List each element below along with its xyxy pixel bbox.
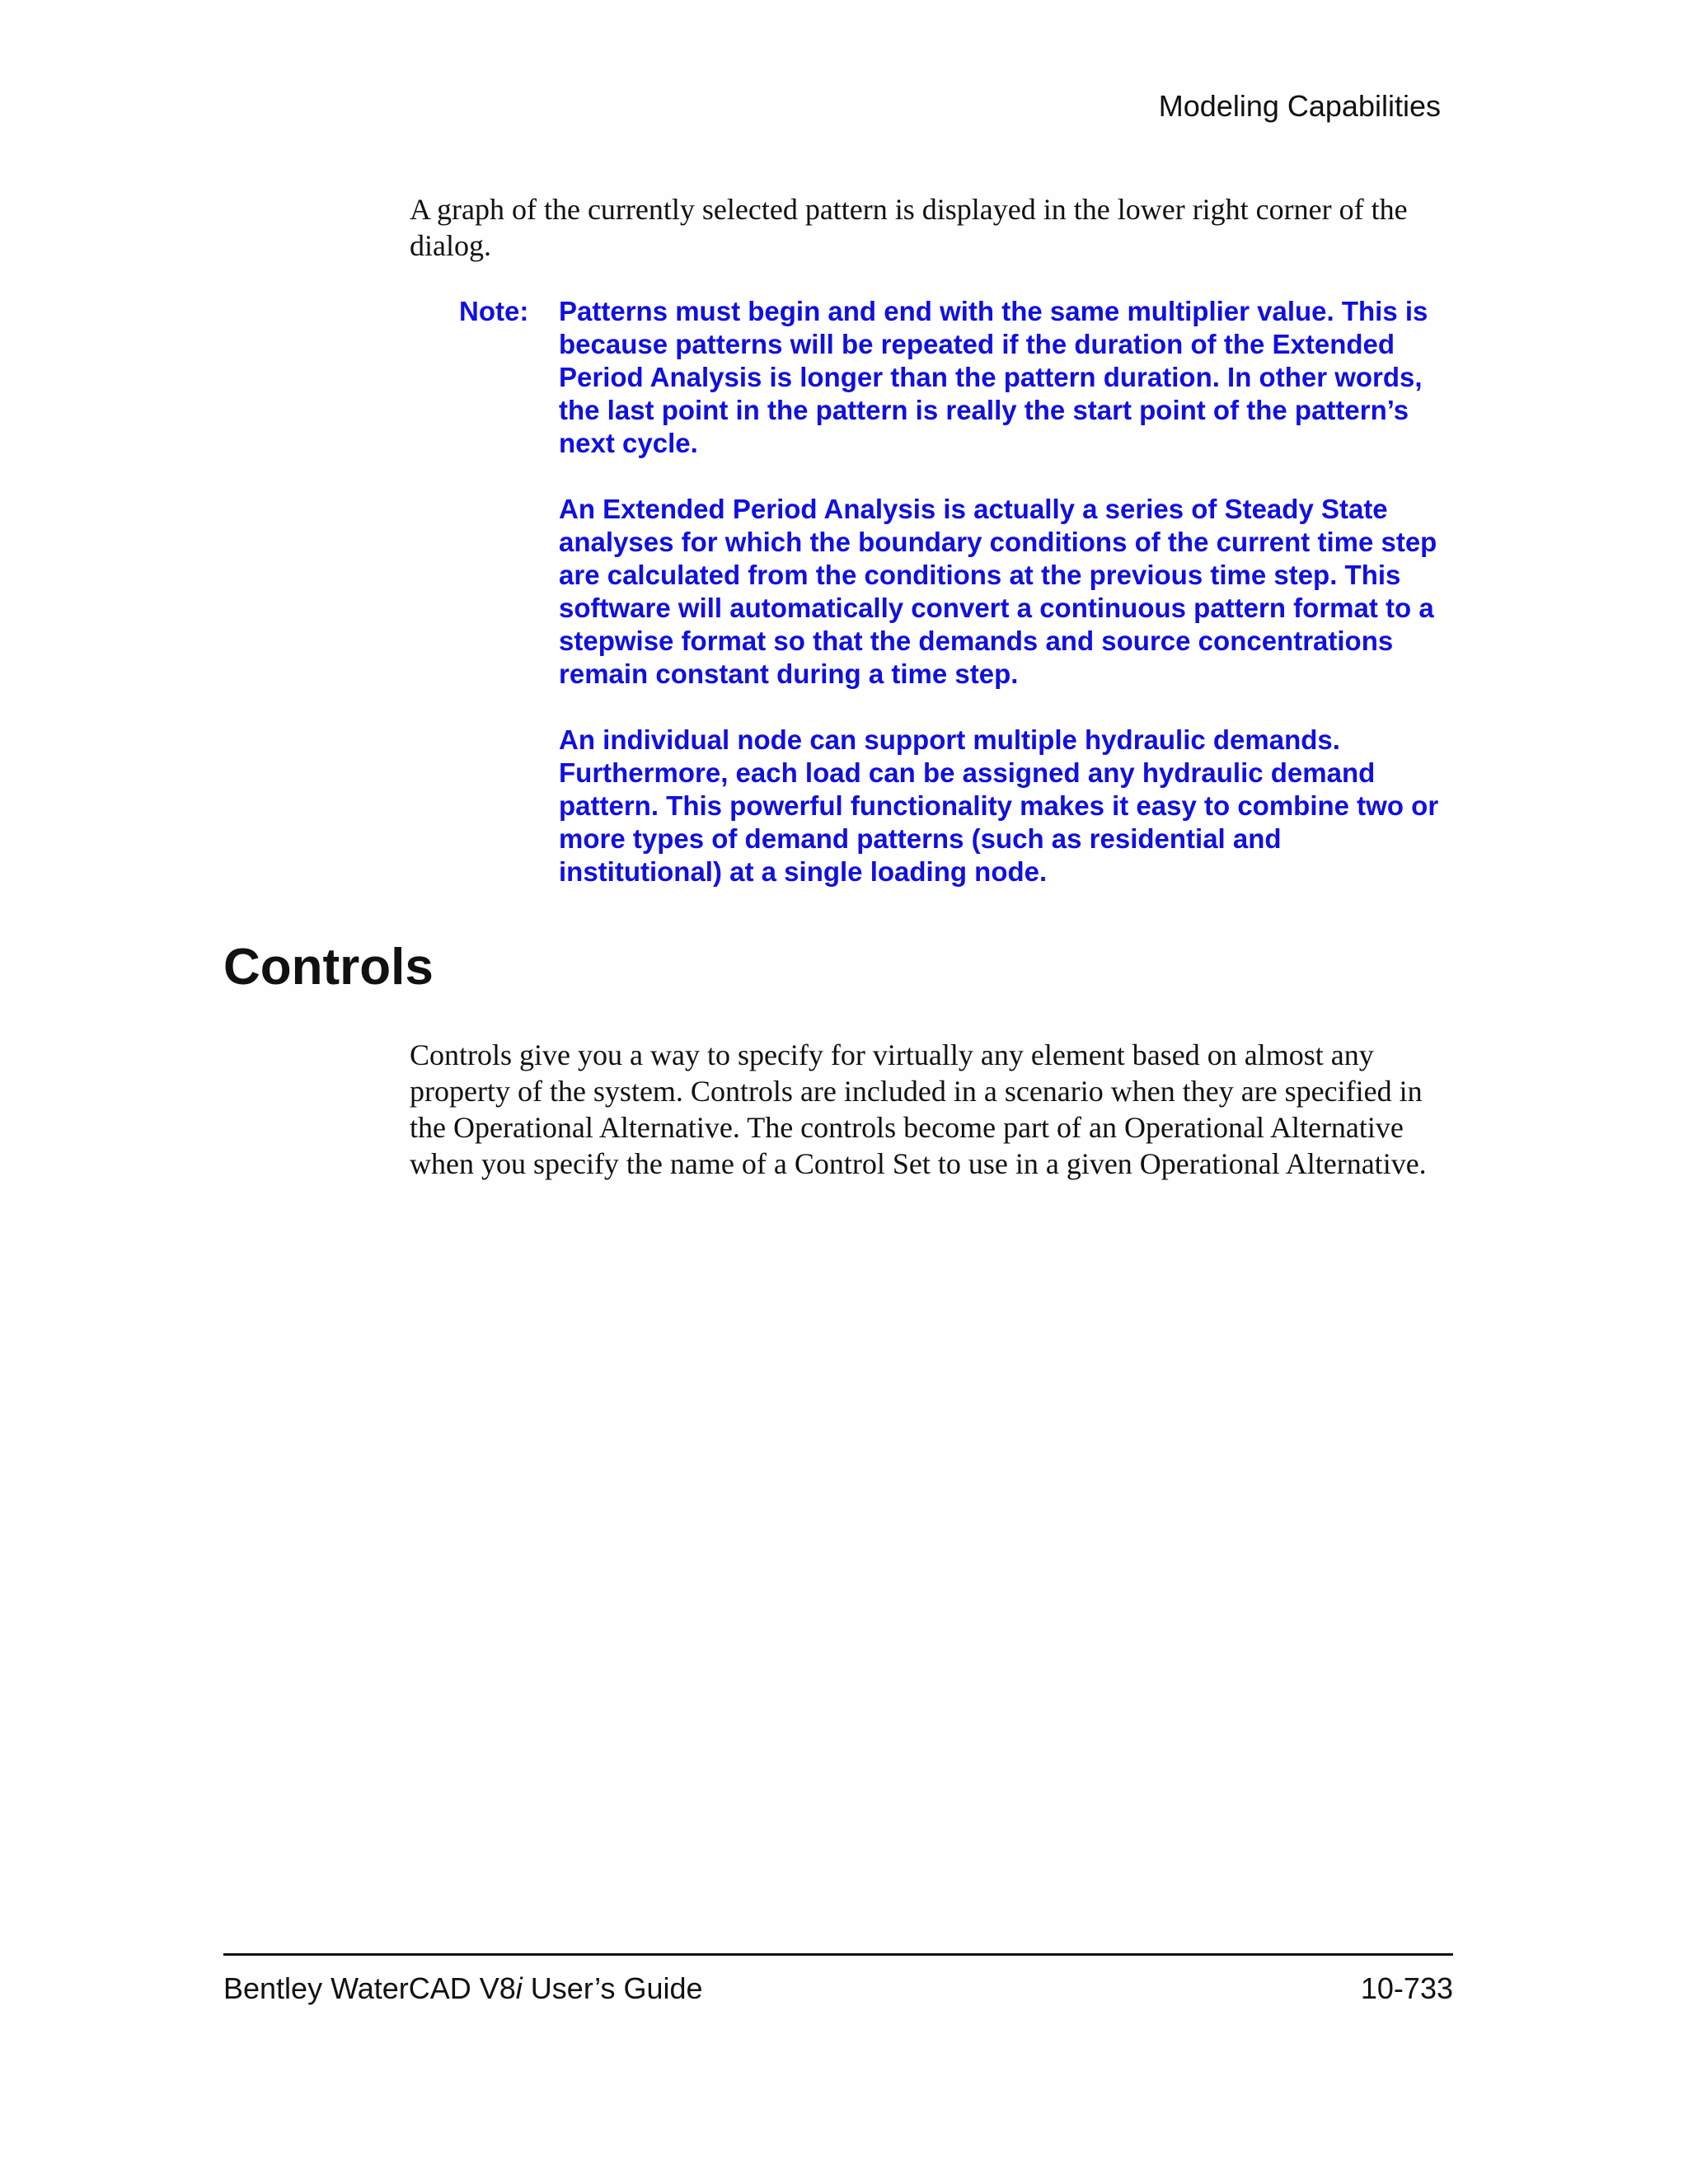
page-number: 10-733 [1360, 1971, 1453, 2005]
guide-title-suffix: User’s Guide [522, 1971, 703, 2005]
note-paragraph: An individual node can support multiple hydraulic demands. Furthermore, each load can be assigned any hydraulic demand pattern. This powerful functionality makes it easy to combine two or more types of demand patterns (such as residential and institutional) at a single loading node. [559, 724, 1439, 887]
note-paragraphs [559, 295, 1449, 921]
running-header: Modeling Capabilities [1158, 89, 1441, 123]
guide-title-prefix: Bentley WaterCAD V8 [223, 1971, 516, 2005]
section-heading: Controls [223, 939, 434, 996]
footer-divider [223, 1953, 1453, 1956]
note-paragraph: An Extended Period Analysis is actually a series of Steady State analyses for which the boundary conditions of the current time step are calculated from the conditions at the previous time step. This software will automatically convert a continuous pattern format to a stepwise format so that the demands and source concentrations remain constant during a time step. [559, 494, 1437, 689]
controls-paragraph: Controls give you a way to specify for virtually any element based on almost any property of the system. Controls are included in a scenario when they are specified in the Operational Alternative. The controls become part of an Operational Alternative when you specify the name of a Control Set to use in a given Operational Alternative. [410, 1038, 1427, 1180]
note-paragraph: Patterns must begin and end with the same multiplier value. This is because patterns will be repeated if the duration of the Extended Period Analysis is longer than the pattern duration. In other words, the last point in the pattern is really the start point of the pattern’s next cycle. [559, 296, 1428, 458]
intro-paragraph: A graph of the currently selected pattern is displayed in the lower right corner of the dialog. [410, 193, 1408, 262]
footer-guide-title [223, 1971, 703, 2006]
note-label: Note: [459, 296, 529, 326]
guide-title-italic: i [515, 1971, 523, 2005]
